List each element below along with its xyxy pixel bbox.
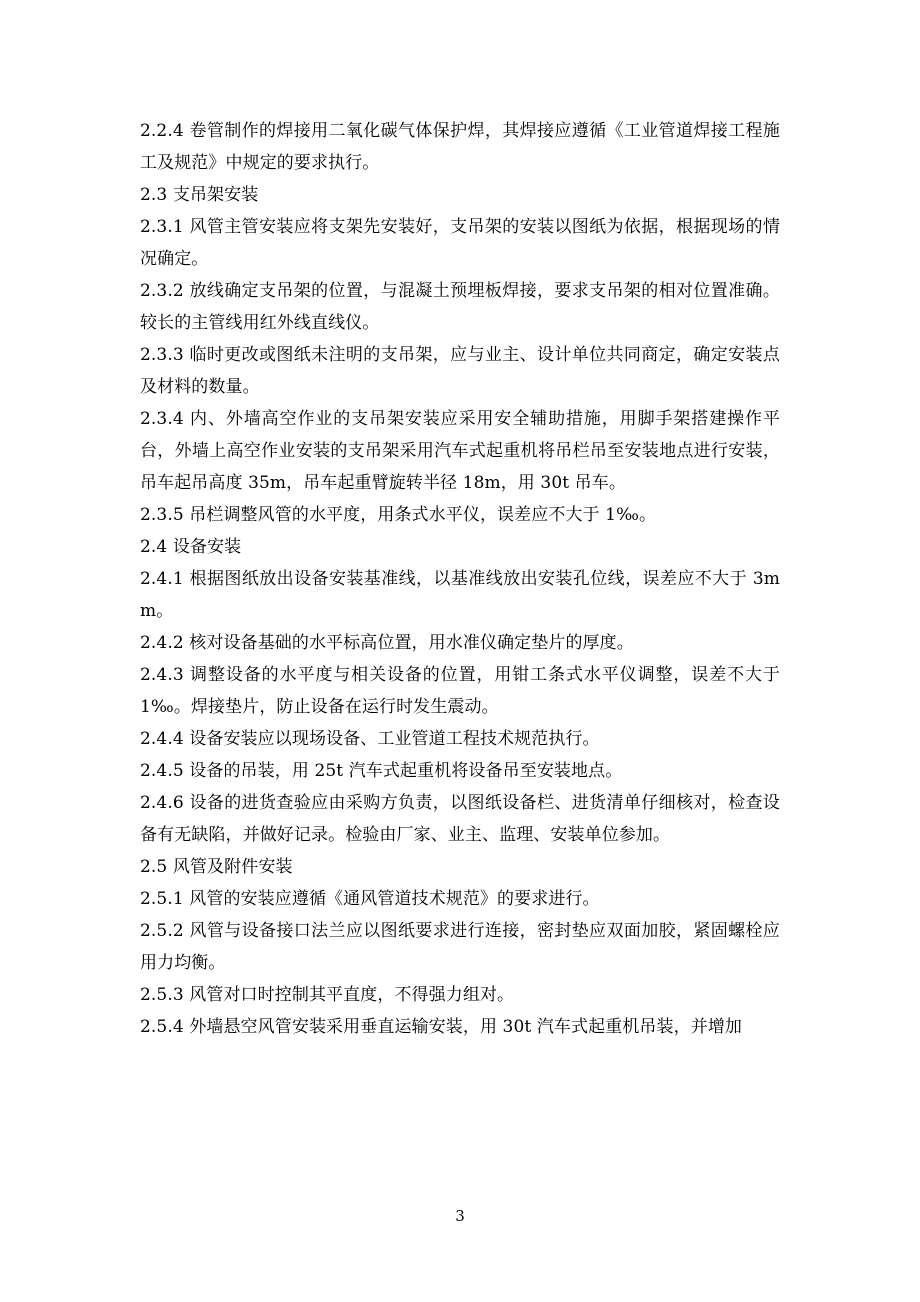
paragraph-2-3-4: 2.3.4 内、外墙高空作业的支吊架安装应采用安全辅助措施，用脚手架搭建操作平台，外墙上高空作业安装的支吊架采用汽车式起重机将吊栏吊至安装地点进行安装，吊车起吊高度 35m，吊车起重臂旋转半径 18m，用 30t 吊车。 bbox=[140, 409, 780, 493]
section-heading-2-3: 2.3 支吊架安装 bbox=[140, 185, 259, 205]
document-body bbox=[140, 115, 780, 1043]
paragraph-2-5-2: 2.5.2 风管与设备接口法兰应以图纸要求进行连接，密封垫应双面加胶，紧固螺栓应用力均衡。 bbox=[140, 921, 780, 973]
paragraph-2-5-4: 2.5.4 外墙悬空风管安装采用垂直运输安装，用 30t 汽车式起重机吊装，并增加 bbox=[140, 1017, 743, 1037]
paragraph-2-4-5: 2.4.5 设备的吊装，用 25t 汽车式起重机将设备吊至安装地点。 bbox=[140, 761, 623, 781]
paragraph-2-4-1: 2.4.1 根据图纸放出设备安装基准线，以基准线放出安装孔位线，误差应不大于 3mm。 bbox=[140, 569, 780, 621]
paragraph-2-3-2: 2.3.2 放线确定支吊架的位置，与混凝土预埋板焊接，要求支吊架的相对位置准确。较长的主管线用红外线直线仪。 bbox=[140, 281, 780, 333]
section-heading-2-4: 2.4 设备安装 bbox=[140, 537, 242, 557]
paragraph-2-5-3: 2.5.3 风管对口时控制其平直度，不得强力组对。 bbox=[140, 985, 515, 1005]
paragraph-2-4-6: 2.4.6 设备的进货查验应由采购方负责，以图纸设备栏、进货清单仔细核对，检查设备有无缺陷，并做好记录。检验由厂家、业主、监理、安装单位参加。 bbox=[140, 793, 780, 845]
paragraph-2-3-5: 2.3.5 吊栏调整风管的水平度，用条式水平仪，误差应不大于 1‰。 bbox=[140, 505, 657, 525]
paragraph-2-4-4: 2.4.4 设备安装应以现场设备、工业管道工程技术规范执行。 bbox=[140, 729, 600, 749]
paragraph-2-2-4: 2.2.4 卷管制作的焊接用二氧化碳气体保护焊，其焊接应遵循《工业管道焊接工程施工及规范》中规定的要求执行。 bbox=[140, 121, 780, 173]
paragraph-2-3-3: 2.3.3 临时更改或图纸未注明的支吊架，应与业主、设计单位共同商定，确定安装点及材料的数量。 bbox=[140, 345, 780, 397]
paragraph-2-4-2: 2.4.2 核对设备基础的水平标高位置，用水准仪确定垫片的厚度。 bbox=[140, 633, 634, 653]
paragraph-2-5-1: 2.5.1 风管的安装应遵循《通风管道技术规范》的要求进行。 bbox=[140, 889, 600, 909]
paragraph-2-3-1: 2.3.1 风管主管安装应将支架先安装好，支吊架的安装以图纸为依据，根据现场的情况确定。 bbox=[140, 217, 780, 269]
paragraph-2-4-3: 2.4.3 调整设备的水平度与相关设备的位置，用钳工条式水平仪调整，误差不大于 1‰。焊接垫片，防止设备在运行时发生震动。 bbox=[140, 665, 780, 717]
section-heading-2-5: 2.5 风管及附件安装 bbox=[140, 857, 293, 877]
page-number: 3 bbox=[455, 1207, 465, 1225]
